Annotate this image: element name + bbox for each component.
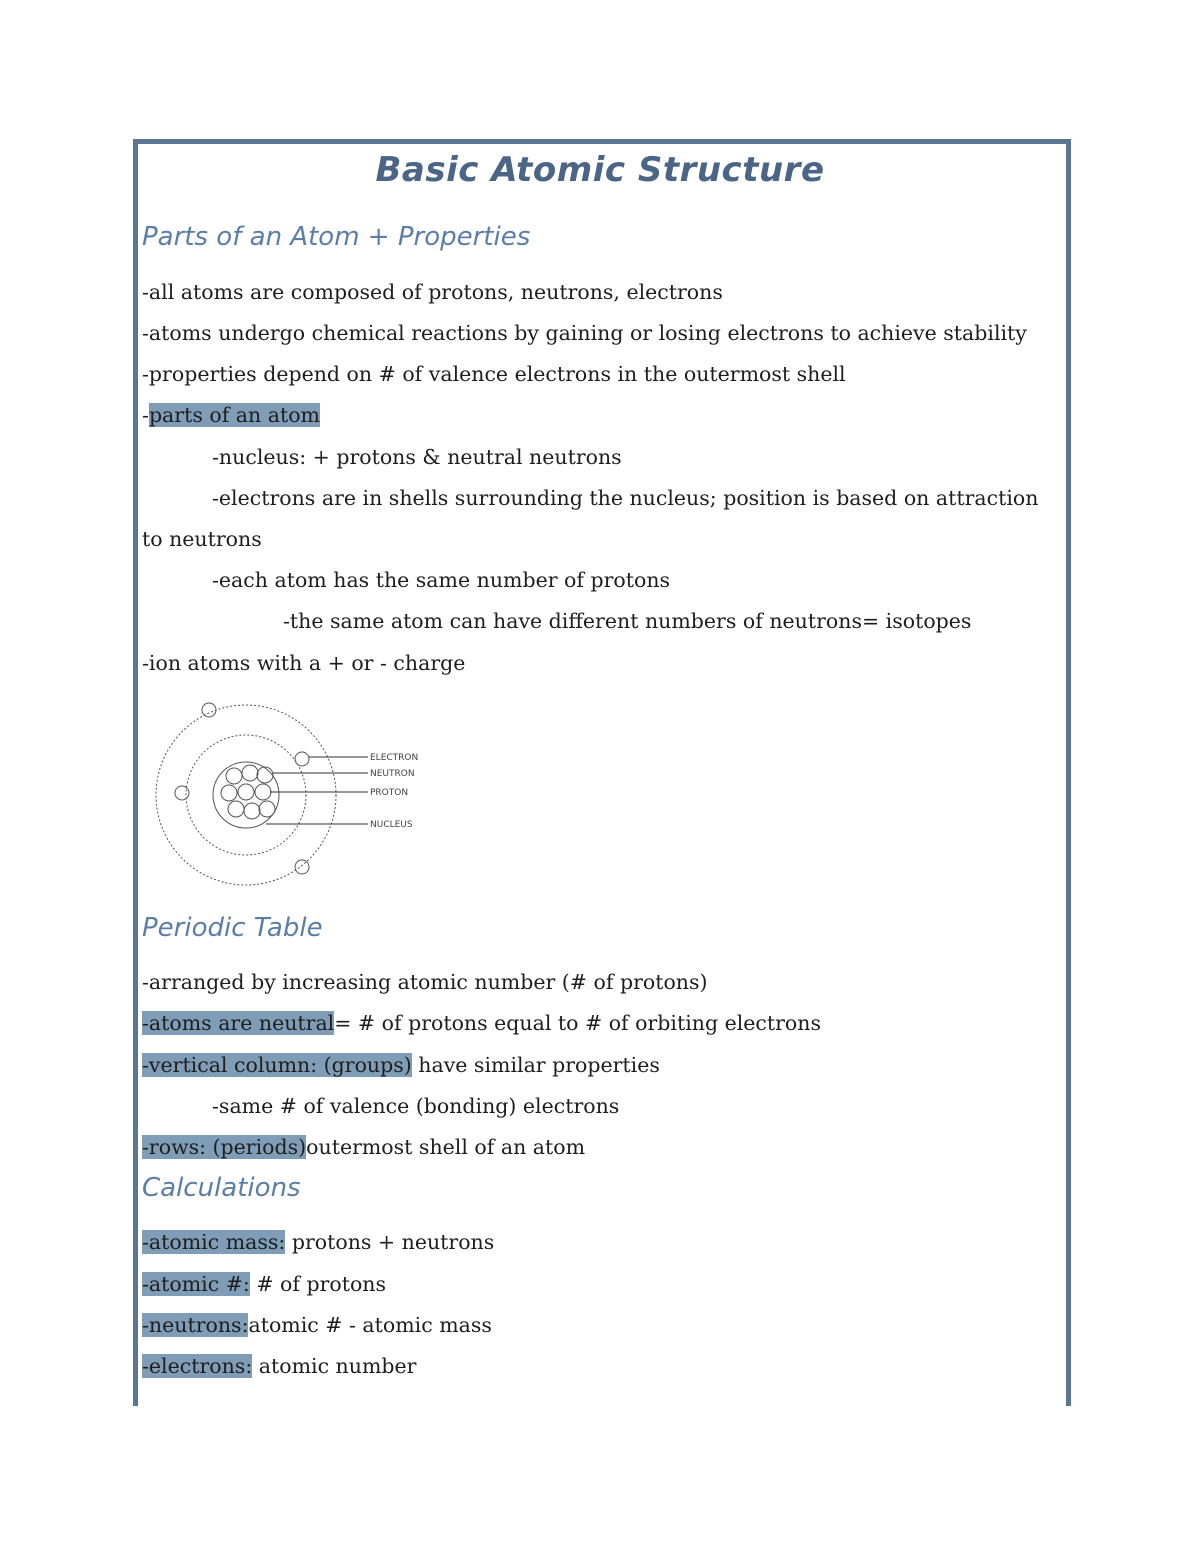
diagram-label-electron: ELECTRON	[370, 753, 419, 763]
outer-shell	[156, 705, 336, 885]
text-line: -nucleus: + protons & neutral neutrons	[212, 445, 622, 469]
particle	[259, 801, 275, 817]
highlighted-text: -electrons:	[142, 1354, 253, 1378]
electron	[295, 752, 309, 766]
particle	[244, 803, 260, 819]
highlighted-text: -atomic #:	[142, 1272, 250, 1296]
diagram-label-nucleus: NUCLEUS	[370, 820, 413, 830]
diagram-label-neutron: NEUTRON	[370, 769, 415, 779]
text-line: -the same atom can have different numbers of neutrons= isotopes	[283, 609, 972, 633]
text-line: -electrons: atomic number	[142, 1354, 417, 1378]
section-heading-calculations: Calculations	[142, 1173, 301, 1203]
text-line: -atoms are neutral= # of protons equal to # of orbiting electrons	[142, 1011, 821, 1035]
highlighted-text: -atomic mass:	[142, 1230, 286, 1254]
text-line: -neutrons:atomic # - atomic mass	[142, 1313, 492, 1337]
text-line: to neutrons	[142, 527, 262, 551]
particle	[238, 784, 254, 800]
particle	[226, 768, 242, 784]
text-line: -atomic #: # of protons	[142, 1272, 387, 1296]
highlighted-text: -atoms are neutral	[142, 1011, 335, 1035]
highlighted-text: parts of an atom	[148, 403, 320, 427]
text-line: -properties depend on # of valence electrons in the outermost shell	[142, 362, 846, 386]
text-line: -vertical column: (groups) have similar properties	[142, 1053, 660, 1077]
text-line: -arranged by increasing atomic number (# of protons)	[142, 970, 708, 994]
particle	[242, 765, 258, 781]
highlighted-text: -rows: (periods)	[142, 1135, 307, 1159]
electron	[295, 860, 309, 874]
text-line: -rows: (periods)outermost shell of an atom	[142, 1135, 586, 1159]
text-line: -each atom has the same number of protons	[212, 568, 671, 592]
text-line: -parts of an atom	[142, 403, 320, 427]
text-line: -all atoms are composed of protons, neutrons, electrons	[142, 280, 723, 304]
text-line: -same # of valence (bonding) electrons	[212, 1094, 620, 1118]
section-heading-periodic: Periodic Table	[142, 913, 323, 943]
particle	[221, 785, 237, 801]
particle	[228, 801, 244, 817]
electron	[175, 786, 189, 800]
inner-shell	[186, 735, 306, 855]
text-line: -electrons are in shells surrounding the nucleus; position is based on attraction	[212, 486, 1039, 510]
atom-diagram	[148, 695, 438, 895]
section-heading-parts: Parts of an Atom + Properties	[142, 222, 531, 252]
text-line: -atomic mass: protons + neutrons	[142, 1230, 495, 1254]
particle	[257, 767, 273, 783]
particle	[255, 784, 271, 800]
text-line: -ion atoms with a + or - charge	[142, 651, 466, 675]
electron	[202, 703, 216, 717]
highlighted-text: -neutrons:	[142, 1313, 249, 1337]
page-title: Basic Atomic Structure	[375, 150, 825, 190]
text-line: -atoms undergo chemical reactions by gaining or losing electrons to achieve stability	[142, 321, 1027, 345]
highlighted-text: -vertical column: (groups)	[142, 1053, 412, 1077]
nucleus	[213, 762, 279, 828]
diagram-label-proton: PROTON	[370, 788, 409, 798]
